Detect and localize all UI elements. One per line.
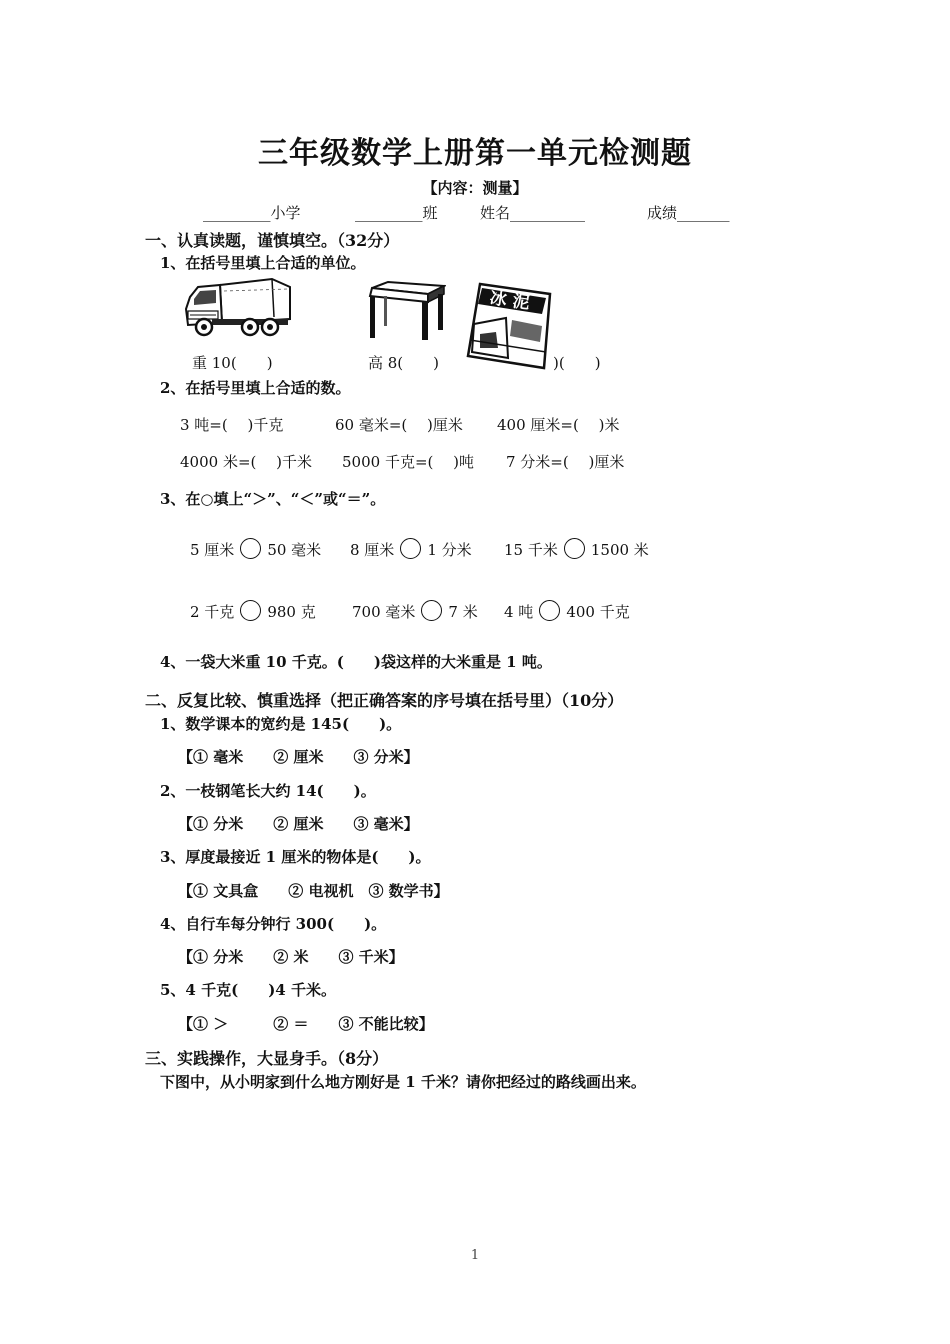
compare-circle[interactable] [421,600,442,621]
section3-heading: 三、实践操作，大显身手。（8分） [145,1049,389,1068]
comparison-right: 1 分米 [427,541,472,559]
table-answer[interactable]: 高 8( ) [368,354,440,372]
comparison-item [190,538,321,560]
q2-blank[interactable]: 400 厘米=( )米 [497,416,620,434]
comparison-left: 8 厘米 [350,541,395,559]
q2-blank[interactable]: 5000 千克=( )吨 [342,453,474,471]
compare-circle[interactable] [564,538,585,559]
comparison-item [504,600,630,622]
comparison-left: 700 毫米 [352,603,416,621]
comparison-right: 7 米 [448,603,478,621]
choice-options: 【① 毫米 ② 厘米 ③ 分米】 [178,748,419,766]
table-image [362,280,446,342]
comparison-right: 400 千克 [566,603,630,621]
truck-answer[interactable]: 重 10( ) [192,354,273,372]
choice-question[interactable]: 3、厚度最接近 1 厘米的物体是( )。 [160,848,431,866]
q2-blank[interactable]: 7 分米=( )厘米 [506,453,625,471]
comparison-item [190,600,316,622]
class-field[interactable]: _________班 [355,204,438,222]
comparison-left: 2 千克 [190,603,235,621]
compare-circle[interactable] [400,538,421,559]
page-subtitle: 【内容：测量】 [422,179,528,197]
compare-circle[interactable] [240,538,261,559]
q2-blank[interactable]: 60 毫米=( )厘米 [335,416,463,434]
comparison-item [352,600,478,622]
page-title: 三年级数学上册第一单元检测题 [258,136,692,171]
choice-question[interactable]: 5、4 千克( )4 千米。 [160,981,336,999]
choice-options: 【① 文具盒 ② 电视机 ③ 数学书】 [178,882,449,900]
cement-bag-text: 冰 泥 [488,288,531,314]
cement-answer[interactable]: )( ) [553,354,601,372]
choice-question[interactable]: 1、数学课本的宽约是 145( )。 [160,715,402,733]
score-field[interactable]: 成绩_______ [647,204,730,222]
q1-prompt: 1、在括号里填上合适的单位。 [160,254,366,272]
choice-options: 【① 分米 ② 米 ③ 千米】 [178,948,404,966]
q2-prompt: 2、在括号里填上合适的数。 [160,379,351,397]
q2-blank[interactable]: 3 吨=( )千克 [180,416,284,434]
section1-heading: 一、认真读题，谨慎填空。（32分） [145,231,400,250]
page-number: 1 [470,1248,480,1263]
q3-prompt: 3、在○填上“＞”、“＜”或“＝”。 [160,490,386,508]
choice-question[interactable]: 4、自行车每分钟行 300( )。 [160,915,387,933]
q4-prompt[interactable]: 4、一袋大米重 10 千克。( )袋这样的大米重是 1 吨。 [160,653,552,671]
section3-prompt: 下图中，从小明家到什么地方刚好是 1 千米？请你把经过的路线画出来。 [160,1073,646,1091]
name-field[interactable]: 姓名__________ [480,204,586,222]
compare-circle[interactable] [240,600,261,621]
truck-image [182,275,294,339]
section2-heading: 二、反复比较、慎重选择（把正确答案的序号填在括号里）（10分） [145,691,624,710]
comparison-item [350,538,472,560]
comparison-left: 4 吨 [504,603,534,621]
comparison-left: 15 千米 [504,541,558,559]
choice-options: 【① 分米 ② 厘米 ③ 毫米】 [178,815,419,833]
comparison-right: 1500 米 [590,541,649,559]
q2-blank[interactable]: 4000 米=( )千米 [180,453,312,471]
comparison-right: 50 毫米 [267,541,322,559]
comparison-right: 980 克 [267,603,316,621]
comparison-item [504,538,649,560]
compare-circle[interactable] [539,600,560,621]
comparison-left: 5 厘米 [190,541,235,559]
choice-question[interactable]: 2、一枝钢笔长大约 14( )。 [160,782,376,800]
choice-options: 【① ＞ ② ＝ ③ 不能比较】 [178,1015,434,1033]
school-field[interactable]: _________小学 [203,204,301,222]
